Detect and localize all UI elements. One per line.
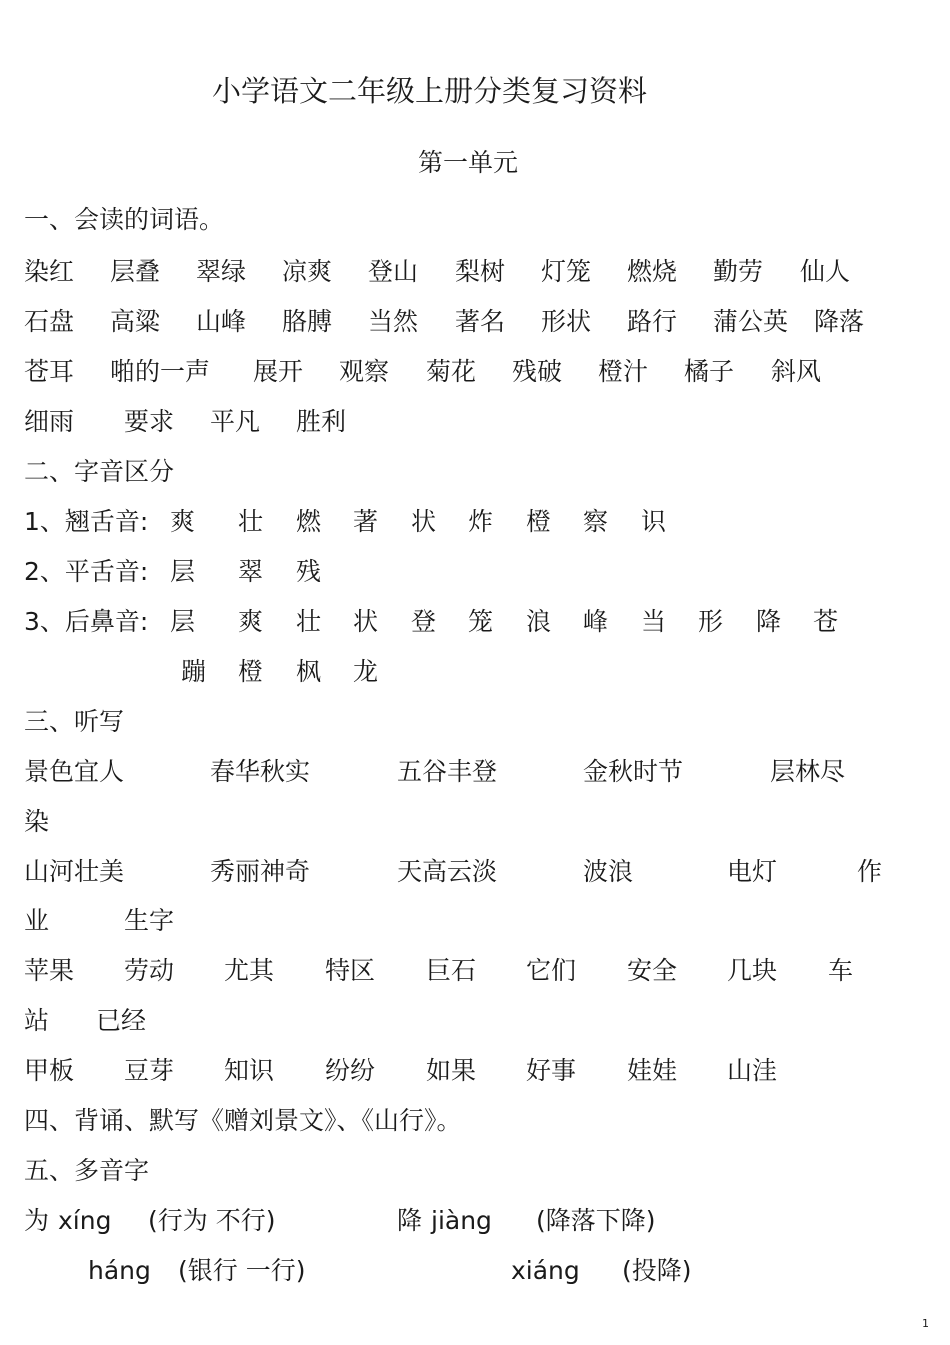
dictation-word: 安全 (627, 956, 678, 985)
word: 仙人 (800, 257, 851, 286)
dictation-word: 几块 (727, 956, 778, 985)
phonetic-char: 爽 (170, 507, 196, 536)
unit-title: 第一单元 (418, 148, 519, 177)
polyphone-pinyin: xíng (58, 1206, 112, 1235)
phonetic-char: 翠 (238, 557, 264, 586)
phonetic-char: 炸 (468, 507, 494, 536)
word: 观察 (339, 357, 390, 386)
word: 要求 (124, 407, 175, 436)
phonetic-char: 蹦 (181, 657, 207, 686)
dictation-word: 它们 (526, 956, 577, 985)
dictation-word: 层林尽 (770, 757, 846, 786)
word: 翠绿 (196, 257, 247, 286)
phonetic-char: 当 (641, 607, 667, 636)
word: 啪的一声 (110, 357, 211, 386)
dictation-word: 春华秋实 (210, 757, 311, 786)
dictation-word: 生字 (124, 906, 175, 935)
word: 灯笼 (541, 257, 592, 286)
phonetic-label: 2、平舌音: (24, 557, 149, 586)
polyphone-pinyin: háng (88, 1256, 151, 1285)
word: 降落 (814, 307, 865, 336)
dictation-word: 波浪 (583, 857, 634, 886)
phonetic-char: 登 (411, 607, 437, 636)
polyphone-words: (行为 不行) (148, 1206, 276, 1235)
dictation-word: 如果 (426, 1056, 477, 1085)
section-heading-2: 二、字音区分 (24, 457, 175, 486)
dictation-word: 豆芽 (124, 1056, 175, 1085)
polyphone-char: 为 (24, 1206, 50, 1235)
phonetic-char: 降 (756, 607, 782, 636)
phonetic-label: 1、翘舌音: (24, 507, 149, 536)
section-heading-4: 四、背诵、默写《赠刘景文》、《山行》。 (24, 1106, 462, 1135)
word: 层叠 (110, 257, 161, 286)
polyphone-pinyin: jiàng (431, 1206, 492, 1235)
phonetic-char: 残 (296, 557, 322, 586)
dictation-word: 秀丽神奇 (210, 857, 311, 886)
dictation-word: 电灯 (727, 857, 778, 886)
phonetic-char: 层 (170, 607, 196, 636)
word: 橘子 (684, 357, 735, 386)
phonetic-char: 识 (641, 507, 667, 536)
word: 平凡 (210, 407, 261, 436)
dictation-word: 车 (828, 956, 854, 985)
word: 橙汁 (598, 357, 649, 386)
word: 当然 (368, 307, 419, 336)
phonetic-char: 壮 (238, 507, 264, 536)
phonetic-char: 状 (353, 607, 379, 636)
word: 石盘 (24, 307, 75, 336)
dictation-word: 山洼 (727, 1056, 778, 1085)
phonetic-char: 橙 (238, 657, 264, 686)
polyphone-char: 降 (397, 1206, 423, 1235)
phonetic-char: 爽 (238, 607, 264, 636)
polyphone-words: (银行 一行) (178, 1256, 306, 1285)
dictation-word: 特区 (325, 956, 376, 985)
phonetic-char: 笼 (468, 607, 494, 636)
phonetic-char: 壮 (296, 607, 322, 636)
section-heading-1: 一、会读的词语。 (24, 205, 225, 234)
phonetic-char: 浪 (526, 607, 552, 636)
polyphone-pinyin: xiáng (511, 1256, 580, 1285)
word: 勤劳 (713, 257, 764, 286)
word: 形状 (541, 307, 592, 336)
dictation-word: 作 (857, 857, 883, 886)
word: 山峰 (196, 307, 247, 336)
phonetic-char: 著 (353, 507, 379, 536)
phonetic-char: 层 (170, 557, 196, 586)
word: 残破 (512, 357, 563, 386)
dictation-word: 天高云淡 (397, 857, 498, 886)
dictation-word: 苹果 (24, 956, 75, 985)
word: 凉爽 (282, 257, 333, 286)
dictation-word: 业 (24, 906, 50, 935)
phonetic-char: 状 (411, 507, 437, 536)
phonetic-char: 察 (583, 507, 609, 536)
dictation-word: 染 (24, 807, 50, 836)
dictation-word: 纷纷 (325, 1056, 376, 1085)
dictation-word: 娃娃 (627, 1056, 678, 1085)
dictation-word: 已经 (96, 1006, 147, 1035)
dictation-word: 知识 (224, 1056, 275, 1085)
word: 蒲公英 (713, 307, 789, 336)
phonetic-label: 3、后鼻音: (24, 607, 149, 636)
word: 高粱 (110, 307, 161, 336)
word: 展开 (253, 357, 304, 386)
polyphone-words: (降落下降) (536, 1206, 656, 1235)
dictation-word: 尤其 (224, 956, 275, 985)
word: 路行 (627, 307, 678, 336)
page-title: 小学语文二年级上册分类复习资料 (212, 74, 648, 108)
word: 燃烧 (627, 257, 678, 286)
phonetic-char: 峰 (583, 607, 609, 636)
phonetic-char: 苍 (813, 607, 839, 636)
phonetic-char: 燃 (296, 507, 322, 536)
phonetic-char: 橙 (526, 507, 552, 536)
page-number: 1 (922, 1317, 929, 1330)
dictation-word: 巨石 (426, 956, 477, 985)
section-heading-5: 五、多音字 (24, 1156, 150, 1185)
word: 胜利 (296, 407, 347, 436)
word: 苍耳 (24, 357, 75, 386)
dictation-word: 山河壮美 (24, 857, 125, 886)
dictation-word: 金秋时节 (583, 757, 684, 786)
dictation-word: 劳动 (124, 956, 175, 985)
polyphone-words: (投降) (622, 1256, 692, 1285)
dictation-word: 站 (24, 1006, 50, 1035)
word: 登山 (368, 257, 419, 286)
phonetic-char: 形 (698, 607, 724, 636)
dictation-word: 甲板 (24, 1056, 75, 1085)
phonetic-char: 枫 (296, 657, 322, 686)
phonetic-char: 龙 (353, 657, 379, 686)
section-heading-3: 三、听写 (24, 707, 125, 736)
word: 细雨 (24, 407, 75, 436)
word: 梨树 (455, 257, 506, 286)
dictation-word: 景色宜人 (24, 757, 125, 786)
word: 斜风 (771, 357, 822, 386)
dictation-word: 五谷丰登 (397, 757, 498, 786)
word: 胳膊 (282, 307, 333, 336)
dictation-word: 好事 (526, 1056, 577, 1085)
word: 菊花 (426, 357, 477, 386)
word: 著名 (455, 307, 506, 336)
word: 染红 (24, 257, 75, 286)
